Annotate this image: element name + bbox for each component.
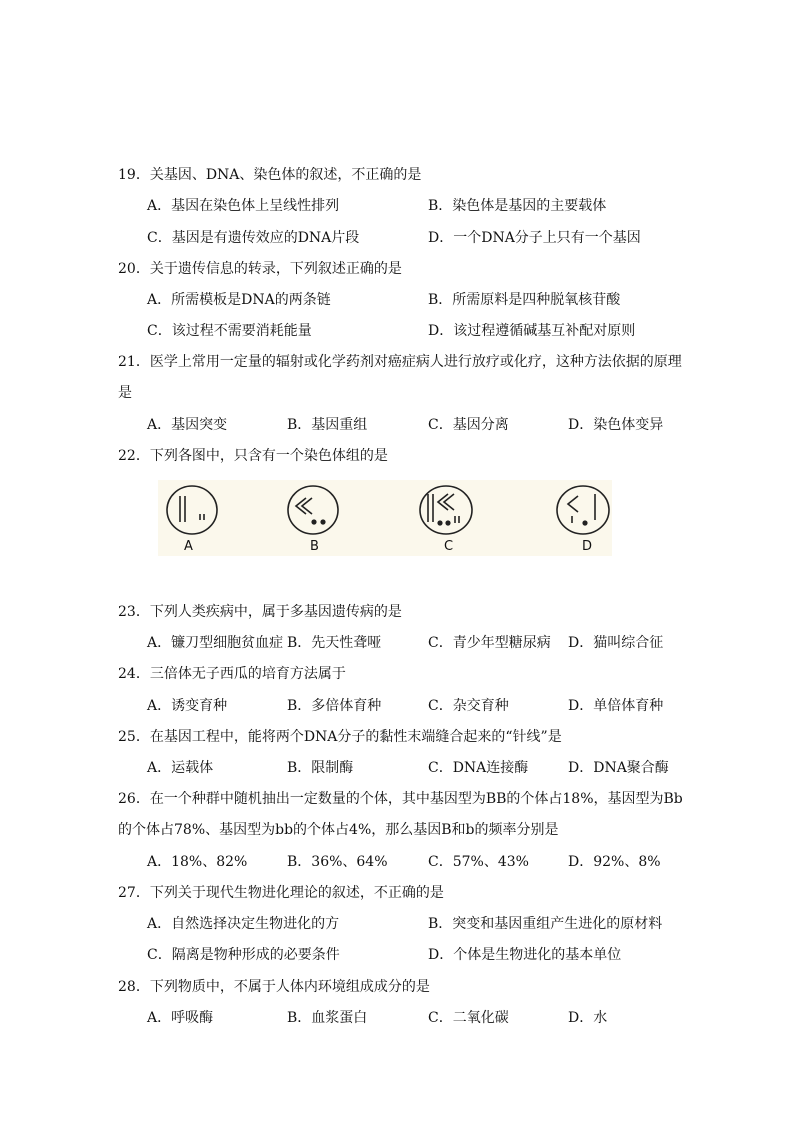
question-20-option-d: D．该过程遵循碱基互补配对原则 bbox=[428, 323, 636, 339]
question-19-option-b: B．染色体是基因的主要载体 bbox=[428, 198, 607, 214]
question-26-option-d: D．92%、8% bbox=[568, 854, 661, 870]
question-27-option-d: D．个体是生物进化的基本单位 bbox=[428, 947, 622, 963]
cell-c-chromosome bbox=[437, 520, 442, 525]
question-26-stem: 26．在一个种群中随机抽出一定数量的个体，其中基因型为BB的个体占18%，基因型为Bb bbox=[118, 791, 683, 807]
question-22-stem: 22．下列各图中，只含有一个染色体组的是 bbox=[118, 448, 388, 464]
question-19-stem: 19．关基因、DNA、染色体的叙述，不正确的是 bbox=[118, 167, 422, 183]
question-26-option-a: A．18%、82% bbox=[147, 854, 248, 870]
question-27-option-b: B．突变和基因重组产生进化的原材料 bbox=[428, 916, 663, 932]
question-26-option-c: C．57%、43% bbox=[428, 854, 529, 870]
question-23-stem: 23．下列人类疾病中，属于多基因遗传病的是 bbox=[118, 604, 402, 620]
cell-d-chromosome bbox=[568, 496, 578, 512]
question-24-option-b: B．多倍体育种 bbox=[287, 698, 382, 714]
cell-b-chromosome bbox=[311, 519, 316, 524]
question-24-option-a: A．诱变育种 bbox=[147, 698, 228, 714]
cell-d-chromosome bbox=[582, 520, 587, 525]
question-21-stem: 21．医学上常用一定量的辐射或化学药剂对癌症病人进行放疗或化疗，这种方法依据的原理 bbox=[118, 354, 682, 370]
question-24-stem: 24．三倍体无子西瓜的培育方法属于 bbox=[118, 666, 346, 682]
question-28-option-a: A．呼吸酶 bbox=[147, 1010, 214, 1026]
question-23-option-b: B．先天性聋哑 bbox=[287, 635, 382, 651]
question-26-stem-continued: 的个体占78%、基因型为bb的个体占4%，那么基因B和b的频率分别是 bbox=[118, 822, 559, 838]
question-28-option-c: C．二氧化碳 bbox=[428, 1010, 509, 1026]
question-20-option-b: B．所需原料是四种脱氧核苷酸 bbox=[428, 292, 621, 308]
question-25-option-a: A．运载体 bbox=[147, 760, 214, 776]
question-21-option-c: C．基因分离 bbox=[428, 417, 509, 433]
question-27-option-c: C．隔离是物种形成的必要条件 bbox=[147, 947, 340, 963]
question-21-stem-continued: 是 bbox=[118, 385, 132, 401]
question-21-option-d: D．染色体变异 bbox=[568, 417, 664, 433]
question-25-option-b: B．限制酶 bbox=[287, 760, 354, 776]
question-21-option-b: B．基因重组 bbox=[287, 417, 368, 433]
question-20-option-c: C．该过程不需要消耗能量 bbox=[147, 323, 312, 339]
question-28-stem: 28．下列物质中，不属于人体内环境组成成分的是 bbox=[118, 979, 430, 995]
question-24-option-c: C．杂交育种 bbox=[428, 698, 509, 714]
cell-a-outline bbox=[167, 486, 217, 534]
cell-b-chromosome bbox=[320, 519, 325, 524]
question-19-option-a: A．基因在染色体上呈线性排列 bbox=[147, 198, 340, 214]
cell-c-chromosome bbox=[445, 520, 450, 525]
question-24-option-d: D．单倍体育种 bbox=[568, 698, 664, 714]
question-23-option-d: D．猫叫综合征 bbox=[568, 635, 664, 651]
figure-label-c: C bbox=[444, 539, 454, 554]
question-25-option-c: C．DNA连接酶 bbox=[428, 760, 529, 776]
question-23-option-c: C．青少年型糖尿病 bbox=[428, 635, 551, 651]
chromosome-figure bbox=[158, 480, 612, 556]
question-26-option-b: B．36%、64% bbox=[287, 854, 388, 870]
question-19-option-c: C．基因是有遗传效应的DNA片段 bbox=[147, 230, 360, 246]
question-19-option-d: D．一个DNA分子上只有一个基因 bbox=[428, 230, 641, 246]
question-27-stem: 27．下列关于现代生物进化理论的叙述，不正确的是 bbox=[118, 885, 444, 901]
cell-b-outline bbox=[288, 486, 338, 534]
question-20-stem: 20．关于遗传信息的转录，下列叙述正确的是 bbox=[118, 261, 402, 277]
cell-d-outline bbox=[557, 486, 609, 534]
question-25-option-d: D．DNA聚合酶 bbox=[568, 760, 669, 776]
question-25-stem: 25．在基因工程中，能将两个DNA分子的黏性末端缝合起来的“针线”是 bbox=[118, 729, 562, 745]
question-27-option-a: A．自然选择决定生物进化的方 bbox=[147, 916, 340, 932]
question-28-option-d: D．水 bbox=[568, 1010, 608, 1026]
chromosome-figure-drawing bbox=[158, 480, 612, 556]
question-23-option-a: A．镰刀型细胞贫血症 bbox=[147, 635, 284, 651]
figure-label-b: B bbox=[310, 539, 319, 554]
question-28-option-b: B．血浆蛋白 bbox=[287, 1010, 368, 1026]
figure-label-d: D bbox=[582, 539, 593, 554]
figure-label-a: A bbox=[184, 539, 193, 554]
question-21-option-a: A．基因突变 bbox=[147, 417, 228, 433]
question-20-option-a: A．所需模板是DNA的两条链 bbox=[147, 292, 331, 308]
